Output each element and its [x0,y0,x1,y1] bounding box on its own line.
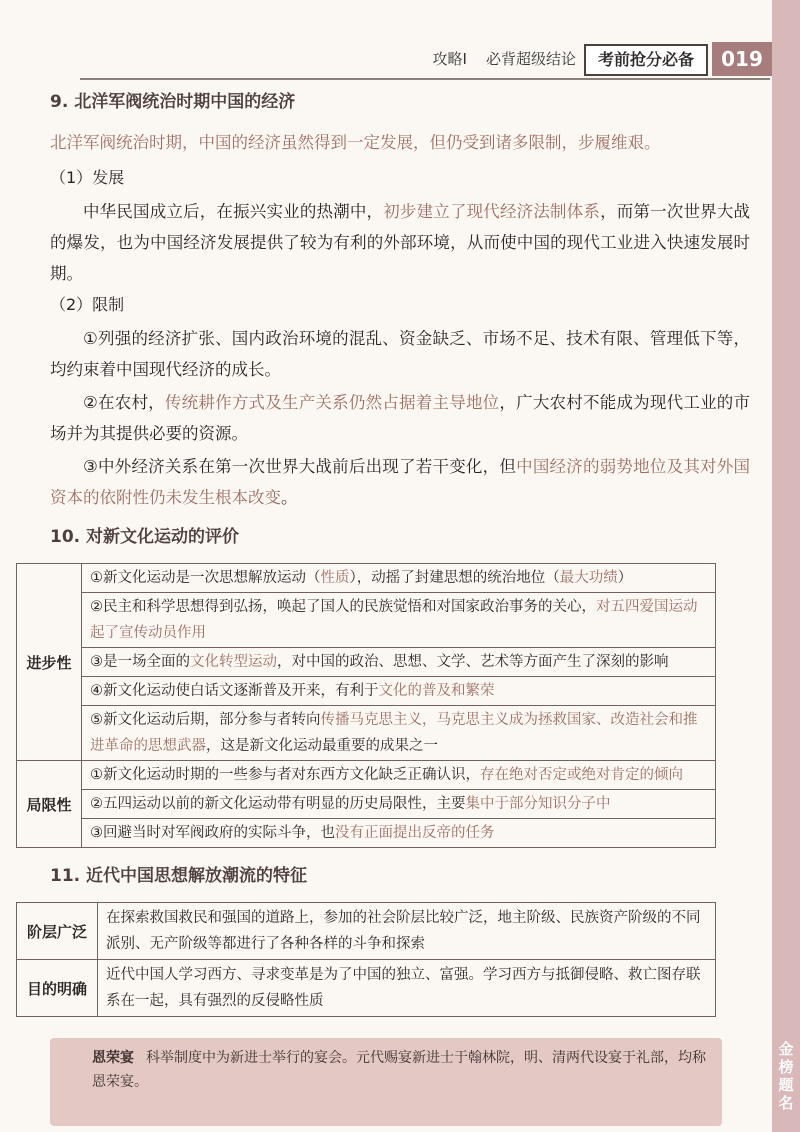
development-heading: （1）发展 [50,168,125,187]
progress-label: 进步性 [17,564,82,761]
limits-heading: （2）限制 [50,295,125,314]
limit-2-highlight: 传统耕作方式及生产关系仍然占据着主导地位 [164,393,500,412]
section-9-summary: 北洋军阀统治时期，中国的经济虽然得到一定发展，但仍受到诸多限制，步履维艰。 [50,133,661,152]
progress-item-4: ④新文化运动使白话文逐渐普及开来，有利于文化的普及和繁荣 [82,677,716,706]
limitation-item-2: ②五四运动以前的新文化运动带有明显的历史局限性，主要集中于部分知识分子中 [82,790,716,819]
limit-3: ③中外经济关系在第一次世界大战前后出现了若干变化，但中国经济的弱势地位及其对外国资本的依附性仍未发生根本改变。 [50,457,750,507]
progress-item-3: ③是一场全面的文化转型运动，对中国的政治、思想、文学、艺术等方面产生了深刻的影响 [82,648,716,677]
progress-item-1: ①新文化运动是一次思想解放运动（性质），动摇了封建思想的统治地位（最大功绩） [82,564,716,593]
page-edge-bar [772,0,800,1132]
development-highlight: 初步建立了现代经济法制体系 [383,202,601,221]
running-head-section: 攻略Ⅰ [432,50,467,68]
clear-purpose-label: 目的明确 [17,960,98,1017]
running-head-title: 必背超级结论 [485,50,576,68]
running-head [432,48,576,69]
footer-definition: 科举制度中为新进士举行的宴会。元代赐宴新进士于翰林院，明、清两代设宴于礼部，均称恩荣宴。 [92,1050,706,1090]
header-badge: 考前抢分必备 [584,44,708,76]
section-9-title: 9. 北洋军阀统治时期中国的经济 [50,92,296,112]
new-culture-table [16,563,716,848]
progress-item-2: ②民主和科学思想得到弘扬，唤起了国人的民族觉悟和对国家政治事务的关心，对五四爱国运动起了宣传动员作用 [82,593,716,648]
side-tab-label: 金榜题名 [778,1040,794,1112]
section-10-title: 10. 对新文化运动的评价 [50,527,240,547]
thought-liberation-table [16,902,716,1017]
clear-purpose-text: 近代中国人学习西方、寻求变革是为了中国的独立、富强。学习西方与抵御侵略、救亡图存联系在一起，具有强烈的反侵略性质 [98,960,716,1017]
page-content [26,90,751,1017]
footer-note-text [92,1046,712,1094]
section-11-title: 11. 近代中国思想解放潮流的特征 [50,866,308,886]
footer-note [50,1038,722,1126]
page-number: 019 [712,42,772,76]
development-paragraph: 中华民国成立后，在振兴实业的热潮中，初步建立了现代经济法制体系，而第一次世界大战的爆发，也为中国经济发展提供了较为有利的外部环境，从而使中国的现代工业进入快速发展时期。 [50,202,751,283]
limit-1: ①列强的经济扩张、国内政治环境的混乱、资金缺乏、市场不足、技术有限、管理低下等，均约束着中国现代经济的成长。 [50,329,750,379]
limit-3-highlight: 中国经济的弱势地位及其对外国资本的依附性仍未发生根本改变 [50,457,750,507]
progress-item-5: ⑤新文化运动后期，部分参与者转向传播马克思主义，马克思主义成为拯救国家、改造社会和推进革命的思想武器，这是新文化运动最重要的成果之一 [82,706,716,761]
limitation-item-3: ③回避当时对军阀政府的实际斗争，也没有正面提出反帝的任务 [82,819,716,848]
footer-term: 恩荣宴 [92,1050,134,1066]
broad-strata-text: 在探索救国救民和强国的道路上，参加的社会阶层比较广泛，地主阶级、民族资产阶级的不同派别、无产阶级等都进行了各种各样的斗争和探索 [98,903,716,960]
page-header [0,40,772,80]
limit-2: ②在农村，传统耕作方式及生产关系仍然占据着主导地位，广大农村不能成为现代工业的市场并为其提供必要的资源。 [50,393,751,443]
header-rule [80,78,770,80]
limitation-label: 局限性 [17,761,82,848]
limitation-item-1: ①新文化运动时期的一些参与者对东西方文化缺乏正确认识，存在绝对否定或绝对肯定的倾向 [82,761,716,790]
broad-strata-label: 阶层广泛 [17,903,98,960]
